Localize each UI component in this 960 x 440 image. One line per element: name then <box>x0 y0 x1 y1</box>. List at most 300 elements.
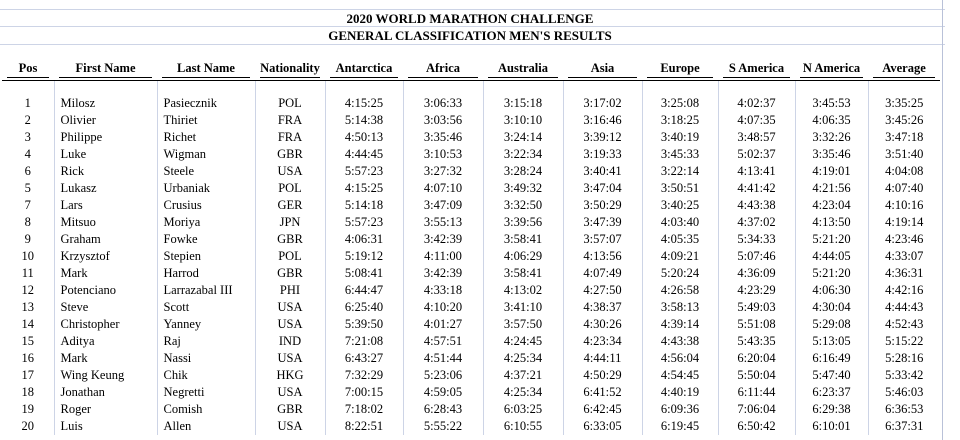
first-name-cell[interactable]: Mark <box>54 265 157 282</box>
antarctica-cell[interactable]: 4:15:25 <box>325 180 403 197</box>
average-cell[interactable]: 3:47:18 <box>868 129 940 146</box>
europe-cell[interactable]: 3:40:25 <box>642 197 718 214</box>
nationality-cell[interactable]: IND <box>255 333 325 350</box>
column-header[interactable] <box>54 58 157 81</box>
europe-cell[interactable]: 4:40:19 <box>642 384 718 401</box>
pos-cell[interactable]: 14 <box>21 317 34 331</box>
australia-cell[interactable]: 3:39:56 <box>483 214 563 231</box>
antarctica-cell[interactable]: 6:44:47 <box>325 282 403 299</box>
africa-cell[interactable]: 5:23:06 <box>403 367 483 384</box>
average-cell[interactable]: 4:44:43 <box>868 299 940 316</box>
nationality-cell[interactable]: USA <box>255 418 325 435</box>
s-america-cell[interactable]: 5:34:33 <box>718 231 795 248</box>
australia-cell[interactable]: 3:22:34 <box>483 146 563 163</box>
s-america-cell[interactable]: 4:23:29 <box>718 282 795 299</box>
africa-cell[interactable]: 4:33:18 <box>403 282 483 299</box>
pos-cell[interactable]: 17 <box>21 368 34 382</box>
antarctica-cell[interactable]: 5:14:18 <box>325 197 403 214</box>
pos-cell[interactable]: 19 <box>21 402 34 416</box>
last-name-cell[interactable]: Comish <box>157 401 255 418</box>
column-header-label: Average <box>873 61 935 78</box>
antarctica-cell[interactable]: 5:39:50 <box>325 316 403 333</box>
n-america-cell[interactable]: 5:29:08 <box>795 316 868 333</box>
s-america-cell[interactable]: 5:49:03 <box>718 299 795 316</box>
table-row <box>2 129 940 146</box>
asia-cell[interactable]: 3:47:04 <box>563 180 642 197</box>
europe-cell[interactable]: 4:03:40 <box>642 214 718 231</box>
europe-cell[interactable]: 5:20:24 <box>642 265 718 282</box>
pos-cell[interactable]: 13 <box>21 300 34 314</box>
table-row <box>2 418 940 435</box>
column-header-label: Australia <box>488 61 558 78</box>
table-row <box>2 350 940 367</box>
australia-cell[interactable]: 3:41:10 <box>483 299 563 316</box>
average-cell[interactable]: 5:28:16 <box>868 350 940 367</box>
africa-cell[interactable]: 3:55:13 <box>403 214 483 231</box>
column-header-label: Pos <box>7 61 49 78</box>
average-cell[interactable]: 3:51:40 <box>868 146 940 163</box>
empty-cell <box>255 81 325 96</box>
n-america-cell[interactable]: 3:32:26 <box>795 129 868 146</box>
first-name-cell[interactable]: Olivier <box>54 112 157 129</box>
africa-cell[interactable]: 3:42:39 <box>403 231 483 248</box>
asia-cell[interactable]: 4:44:11 <box>563 350 642 367</box>
page-title: 2020 WORLD MARATHON CHALLENGE <box>346 11 594 26</box>
first-name-cell[interactable]: Roger <box>54 401 157 418</box>
pos-cell[interactable]: 18 <box>21 385 34 399</box>
n-america-cell[interactable]: 3:45:53 <box>795 95 868 112</box>
nationality-cell[interactable]: GBR <box>255 401 325 418</box>
europe-cell[interactable]: 4:56:04 <box>642 350 718 367</box>
s-america-cell[interactable]: 4:07:35 <box>718 112 795 129</box>
antarctica-cell[interactable]: 4:15:25 <box>325 95 403 112</box>
nationality-cell[interactable]: HKG <box>255 367 325 384</box>
nationality-cell[interactable]: JPN <box>255 214 325 231</box>
last-name-cell[interactable]: Raj <box>157 333 255 350</box>
n-america-cell[interactable]: 3:35:46 <box>795 146 868 163</box>
australia-cell[interactable]: 4:37:21 <box>483 367 563 384</box>
column-header-label: First Name <box>59 61 152 78</box>
first-name-cell[interactable]: Graham <box>54 231 157 248</box>
australia-cell[interactable]: 3:57:50 <box>483 316 563 333</box>
first-name-cell[interactable]: Jonathan <box>54 384 157 401</box>
last-name-cell[interactable]: Nassi <box>157 350 255 367</box>
australia-cell[interactable]: 3:58:41 <box>483 231 563 248</box>
n-america-cell[interactable]: 5:47:40 <box>795 367 868 384</box>
n-america-cell[interactable]: 6:29:38 <box>795 401 868 418</box>
nationality-cell[interactable]: GER <box>255 197 325 214</box>
last-name-cell[interactable]: Fowke <box>157 231 255 248</box>
nationality-cell[interactable]: FRA <box>255 129 325 146</box>
empty-cell <box>563 81 642 96</box>
average-cell[interactable]: 6:36:53 <box>868 401 940 418</box>
table-row <box>2 265 940 282</box>
antarctica-cell[interactable]: 5:57:23 <box>325 214 403 231</box>
pos-cell[interactable]: 1 <box>24 96 31 110</box>
first-name-cell[interactable]: Christopher <box>54 316 157 333</box>
s-america-cell[interactable]: 5:50:04 <box>718 367 795 384</box>
table-row <box>2 95 940 112</box>
s-america-cell[interactable]: 5:51:08 <box>718 316 795 333</box>
column-header-label: Nationality <box>260 61 320 78</box>
column-header-label: Last Name <box>162 61 250 78</box>
africa-cell[interactable]: 4:57:51 <box>403 333 483 350</box>
first-name-cell[interactable]: Milosz <box>54 95 157 112</box>
europe-cell[interactable]: 4:05:35 <box>642 231 718 248</box>
table-row <box>2 163 940 180</box>
n-america-cell[interactable]: 4:19:01 <box>795 163 868 180</box>
africa-cell[interactable]: 3:35:46 <box>403 129 483 146</box>
table-body <box>2 81 940 436</box>
antarctica-cell[interactable]: 7:21:08 <box>325 333 403 350</box>
table-row <box>2 180 940 197</box>
antarctica-cell[interactable]: 5:19:12 <box>325 248 403 265</box>
last-name-cell[interactable]: Urbaniak <box>157 180 255 197</box>
asia-cell[interactable]: 3:40:41 <box>563 163 642 180</box>
column-header-label: N America <box>800 61 863 78</box>
nationality-cell[interactable]: POL <box>255 180 325 197</box>
results-table <box>2 58 940 435</box>
europe-cell[interactable]: 4:54:45 <box>642 367 718 384</box>
last-name-cell[interactable]: Richet <box>157 129 255 146</box>
africa-cell[interactable]: 3:03:56 <box>403 112 483 129</box>
last-name-cell[interactable]: Stepien <box>157 248 255 265</box>
table-row <box>2 197 940 214</box>
nationality-cell[interactable]: USA <box>255 163 325 180</box>
africa-cell[interactable]: 4:59:05 <box>403 384 483 401</box>
australia-cell[interactable]: 3:10:10 <box>483 112 563 129</box>
average-cell[interactable]: 4:42:16 <box>868 282 940 299</box>
australia-cell[interactable]: 3:49:32 <box>483 180 563 197</box>
first-name-cell[interactable]: Mark <box>54 350 157 367</box>
last-name-cell[interactable]: Wigman <box>157 146 255 163</box>
s-america-cell[interactable]: 4:37:02 <box>718 214 795 231</box>
asia-cell[interactable]: 4:07:49 <box>563 265 642 282</box>
antarctica-cell[interactable]: 6:25:40 <box>325 299 403 316</box>
last-name-cell[interactable]: Crusius <box>157 197 255 214</box>
nationality-cell[interactable]: GBR <box>255 231 325 248</box>
n-america-cell[interactable]: 4:44:05 <box>795 248 868 265</box>
column-header-label: S America <box>723 61 790 78</box>
empty-cell <box>157 81 255 96</box>
average-cell[interactable]: 4:23:46 <box>868 231 940 248</box>
n-america-cell[interactable]: 5:21:20 <box>795 265 868 282</box>
n-america-cell[interactable]: 4:21:56 <box>795 180 868 197</box>
n-america-cell[interactable]: 4:30:04 <box>795 299 868 316</box>
australia-cell[interactable]: 6:10:55 <box>483 418 563 435</box>
s-america-cell[interactable]: 5:02:37 <box>718 146 795 163</box>
europe-cell[interactable]: 3:45:33 <box>642 146 718 163</box>
column-header[interactable] <box>563 58 642 81</box>
pos-cell[interactable]: 11 <box>21 266 34 280</box>
pos-cell[interactable]: 4 <box>24 147 31 161</box>
last-name-cell[interactable]: Pasiecznik <box>157 95 255 112</box>
africa-cell[interactable]: 3:42:39 <box>403 265 483 282</box>
first-name-cell[interactable]: Lukasz <box>54 180 157 197</box>
nationality-cell[interactable]: POL <box>255 248 325 265</box>
sheet-edge <box>942 0 943 440</box>
n-america-cell[interactable]: 6:10:01 <box>795 418 868 435</box>
pos-cell[interactable]: 6 <box>24 164 31 178</box>
table-row <box>2 112 940 129</box>
last-name-cell[interactable]: Steele <box>157 163 255 180</box>
australia-cell[interactable]: 3:58:41 <box>483 265 563 282</box>
column-header[interactable] <box>2 58 54 81</box>
first-name-cell[interactable]: Rick <box>54 163 157 180</box>
last-name-cell[interactable]: Harrod <box>157 265 255 282</box>
last-name-cell[interactable]: Allen <box>157 418 255 435</box>
nationality-cell[interactable]: PHI <box>255 282 325 299</box>
antarctica-cell[interactable]: 4:44:45 <box>325 146 403 163</box>
africa-cell[interactable]: 4:01:27 <box>403 316 483 333</box>
empty-cell <box>325 81 403 96</box>
europe-cell[interactable]: 6:09:36 <box>642 401 718 418</box>
australia-cell[interactable]: 4:06:29 <box>483 248 563 265</box>
antarctica-cell[interactable]: 7:32:29 <box>325 367 403 384</box>
s-america-cell[interactable]: 5:07:46 <box>718 248 795 265</box>
antarctica-cell[interactable]: 5:08:41 <box>325 265 403 282</box>
antarctica-cell[interactable]: 4:50:13 <box>325 129 403 146</box>
last-name-cell[interactable]: Yanney <box>157 316 255 333</box>
column-header[interactable] <box>255 58 325 81</box>
last-name-cell[interactable]: Scott <box>157 299 255 316</box>
first-name-cell[interactable]: Aditya <box>54 333 157 350</box>
average-cell[interactable]: 5:46:03 <box>868 384 940 401</box>
column-header[interactable] <box>718 58 795 81</box>
first-name-cell[interactable]: Potenciano <box>54 282 157 299</box>
nationality-cell[interactable]: GBR <box>255 265 325 282</box>
average-cell[interactable]: 3:35:25 <box>868 95 940 112</box>
pos-cell[interactable]: 8 <box>24 215 31 229</box>
column-header[interactable] <box>483 58 563 81</box>
australia-cell[interactable]: 3:15:18 <box>483 95 563 112</box>
asia-cell[interactable]: 3:47:39 <box>563 214 642 231</box>
pos-cell[interactable]: 15 <box>21 334 34 348</box>
average-cell[interactable]: 4:07:40 <box>868 180 940 197</box>
australia-cell[interactable]: 3:28:24 <box>483 163 563 180</box>
average-cell[interactable]: 5:33:42 <box>868 367 940 384</box>
last-name-cell[interactable]: Moriya <box>157 214 255 231</box>
antarctica-cell[interactable]: 7:00:15 <box>325 384 403 401</box>
pos-cell[interactable]: 7 <box>24 198 31 212</box>
s-america-cell[interactable]: 7:06:04 <box>718 401 795 418</box>
table-row <box>2 401 940 418</box>
s-america-cell[interactable]: 6:50:42 <box>718 418 795 435</box>
pos-cell[interactable]: 20 <box>21 419 34 433</box>
s-america-cell[interactable]: 4:13:41 <box>718 163 795 180</box>
average-cell[interactable]: 5:15:22 <box>868 333 940 350</box>
s-america-cell[interactable]: 4:43:38 <box>718 197 795 214</box>
column-header-label: Asia <box>568 61 637 78</box>
average-cell[interactable]: 4:33:07 <box>868 248 940 265</box>
n-america-cell[interactable]: 6:16:49 <box>795 350 868 367</box>
empty-cell <box>795 81 868 96</box>
pos-cell[interactable]: 2 <box>24 113 31 127</box>
nationality-cell[interactable]: USA <box>255 384 325 401</box>
europe-cell[interactable]: 3:40:19 <box>642 129 718 146</box>
europe-cell[interactable]: 3:58:13 <box>642 299 718 316</box>
s-america-cell[interactable]: 6:20:04 <box>718 350 795 367</box>
asia-cell[interactable]: 6:42:45 <box>563 401 642 418</box>
first-name-cell[interactable]: Luke <box>54 146 157 163</box>
column-header-label: Africa <box>408 61 478 78</box>
table-row <box>2 367 940 384</box>
n-america-cell[interactable]: 5:13:05 <box>795 333 868 350</box>
antarctica-cell[interactable]: 6:43:27 <box>325 350 403 367</box>
europe-cell[interactable]: 4:09:21 <box>642 248 718 265</box>
europe-cell[interactable]: 3:18:25 <box>642 112 718 129</box>
asia-cell[interactable]: 4:27:50 <box>563 282 642 299</box>
europe-cell[interactable]: 4:26:58 <box>642 282 718 299</box>
pos-cell[interactable]: 12 <box>21 283 34 297</box>
n-america-cell[interactable]: 4:06:30 <box>795 282 868 299</box>
average-cell[interactable]: 4:04:08 <box>868 163 940 180</box>
australia-cell[interactable]: 4:24:45 <box>483 333 563 350</box>
column-header[interactable] <box>157 58 255 81</box>
average-cell[interactable]: 3:45:26 <box>868 112 940 129</box>
asia-cell[interactable]: 4:38:37 <box>563 299 642 316</box>
africa-cell[interactable]: 3:47:09 <box>403 197 483 214</box>
empty-cell <box>868 81 940 96</box>
table-row <box>2 384 940 401</box>
australia-cell[interactable]: 4:13:02 <box>483 282 563 299</box>
africa-cell[interactable]: 4:11:00 <box>403 248 483 265</box>
empty-cell <box>718 81 795 96</box>
last-name-cell[interactable]: Chik <box>157 367 255 384</box>
column-header[interactable] <box>403 58 483 81</box>
africa-cell[interactable]: 4:07:10 <box>403 180 483 197</box>
australia-cell[interactable]: 4:25:34 <box>483 384 563 401</box>
column-header[interactable] <box>642 58 718 81</box>
average-cell[interactable]: 4:19:14 <box>868 214 940 231</box>
asia-cell[interactable]: 3:19:33 <box>563 146 642 163</box>
europe-cell[interactable]: 4:39:14 <box>642 316 718 333</box>
last-name-cell[interactable]: Negretti <box>157 384 255 401</box>
column-header[interactable] <box>325 58 403 81</box>
first-name-cell[interactable]: Mitsuo <box>54 214 157 231</box>
pos-cell[interactable]: 3 <box>24 130 31 144</box>
nationality-cell[interactable]: FRA <box>255 112 325 129</box>
asia-cell[interactable]: 3:50:29 <box>563 197 642 214</box>
pos-cell[interactable]: 16 <box>21 351 34 365</box>
last-name-cell[interactable]: Thiriet <box>157 112 255 129</box>
asia-cell[interactable]: 3:17:02 <box>563 95 642 112</box>
asia-cell[interactable]: 4:23:34 <box>563 333 642 350</box>
column-header[interactable] <box>795 58 868 81</box>
table-row <box>2 333 940 350</box>
africa-cell[interactable]: 6:28:43 <box>403 401 483 418</box>
pos-cell[interactable]: 5 <box>24 181 31 195</box>
europe-cell[interactable]: 4:43:38 <box>642 333 718 350</box>
australia-cell[interactable]: 4:25:34 <box>483 350 563 367</box>
table-row <box>2 231 940 248</box>
europe-cell[interactable]: 3:25:08 <box>642 95 718 112</box>
empty-cell <box>483 81 563 96</box>
asia-cell[interactable]: 4:13:56 <box>563 248 642 265</box>
africa-cell[interactable]: 5:55:22 <box>403 418 483 435</box>
s-america-cell[interactable]: 5:43:35 <box>718 333 795 350</box>
table-row <box>2 248 940 265</box>
n-america-cell[interactable]: 6:23:37 <box>795 384 868 401</box>
pos-cell[interactable]: 10 <box>21 249 34 263</box>
first-name-cell[interactable]: Wing Keung <box>54 367 157 384</box>
first-name-cell[interactable]: Krzysztof <box>54 248 157 265</box>
n-america-cell[interactable]: 4:06:35 <box>795 112 868 129</box>
africa-cell[interactable]: 4:51:44 <box>403 350 483 367</box>
table-row <box>2 214 940 231</box>
s-america-cell[interactable]: 6:11:44 <box>718 384 795 401</box>
asia-cell[interactable]: 3:16:46 <box>563 112 642 129</box>
asia-cell[interactable]: 3:57:07 <box>563 231 642 248</box>
header-row <box>2 58 940 81</box>
n-america-cell[interactable]: 5:21:20 <box>795 231 868 248</box>
europe-cell[interactable]: 3:22:14 <box>642 163 718 180</box>
africa-cell[interactable]: 4:10:20 <box>403 299 483 316</box>
antarctica-cell[interactable]: 8:22:51 <box>325 418 403 435</box>
table-row <box>2 282 940 299</box>
africa-cell[interactable]: 3:10:53 <box>403 146 483 163</box>
n-america-cell[interactable]: 4:13:50 <box>795 214 868 231</box>
last-name-cell[interactable]: Larrazabal III <box>157 282 255 299</box>
antarctica-cell[interactable]: 5:57:23 <box>325 163 403 180</box>
average-cell[interactable]: 4:10:16 <box>868 197 940 214</box>
column-header[interactable] <box>868 58 940 81</box>
average-cell[interactable]: 4:52:43 <box>868 316 940 333</box>
nationality-cell[interactable]: GBR <box>255 146 325 163</box>
s-america-cell[interactable]: 4:36:09 <box>718 265 795 282</box>
page-subtitle: GENERAL CLASSIFICATION MEN'S RESULTS <box>328 28 612 43</box>
antarctica-cell[interactable]: 7:18:02 <box>325 401 403 418</box>
first-name-cell[interactable]: Lars <box>54 197 157 214</box>
europe-cell[interactable]: 3:50:51 <box>642 180 718 197</box>
s-america-cell[interactable]: 4:02:37 <box>718 95 795 112</box>
empty-cell <box>54 81 157 96</box>
n-america-cell[interactable]: 4:23:04 <box>795 197 868 214</box>
empty-cell <box>403 81 483 96</box>
europe-cell[interactable]: 6:19:45 <box>642 418 718 435</box>
grid-line <box>0 44 945 45</box>
s-america-cell[interactable]: 3:48:57 <box>718 129 795 146</box>
table-row <box>2 316 940 333</box>
asia-cell[interactable]: 3:39:12 <box>563 129 642 146</box>
column-header-label: Antarctica <box>330 61 398 78</box>
asia-cell[interactable]: 4:50:29 <box>563 367 642 384</box>
africa-cell[interactable]: 3:06:33 <box>403 95 483 112</box>
antarctica-cell[interactable]: 4:06:31 <box>325 231 403 248</box>
asia-cell[interactable]: 4:30:26 <box>563 316 642 333</box>
nationality-cell[interactable]: USA <box>255 316 325 333</box>
antarctica-cell[interactable]: 5:14:38 <box>325 112 403 129</box>
nationality-cell[interactable]: USA <box>255 350 325 367</box>
australia-cell[interactable]: 6:03:25 <box>483 401 563 418</box>
asia-cell[interactable]: 6:33:05 <box>563 418 642 435</box>
asia-cell[interactable]: 6:41:52 <box>563 384 642 401</box>
pos-cell[interactable]: 9 <box>24 232 31 246</box>
table-row <box>2 146 940 163</box>
australia-cell[interactable]: 3:24:14 <box>483 129 563 146</box>
first-name-cell[interactable]: Luis <box>54 418 157 435</box>
empty-cell <box>642 81 718 96</box>
australia-cell[interactable]: 3:32:50 <box>483 197 563 214</box>
nationality-cell[interactable]: USA <box>255 299 325 316</box>
first-name-cell[interactable]: Steve <box>54 299 157 316</box>
africa-cell[interactable]: 3:27:32 <box>403 163 483 180</box>
s-america-cell[interactable]: 4:41:42 <box>718 180 795 197</box>
average-cell[interactable]: 4:36:31 <box>868 265 940 282</box>
nationality-cell[interactable]: POL <box>255 95 325 112</box>
first-name-cell[interactable]: Philippe <box>54 129 157 146</box>
average-cell[interactable]: 6:37:31 <box>868 418 940 435</box>
